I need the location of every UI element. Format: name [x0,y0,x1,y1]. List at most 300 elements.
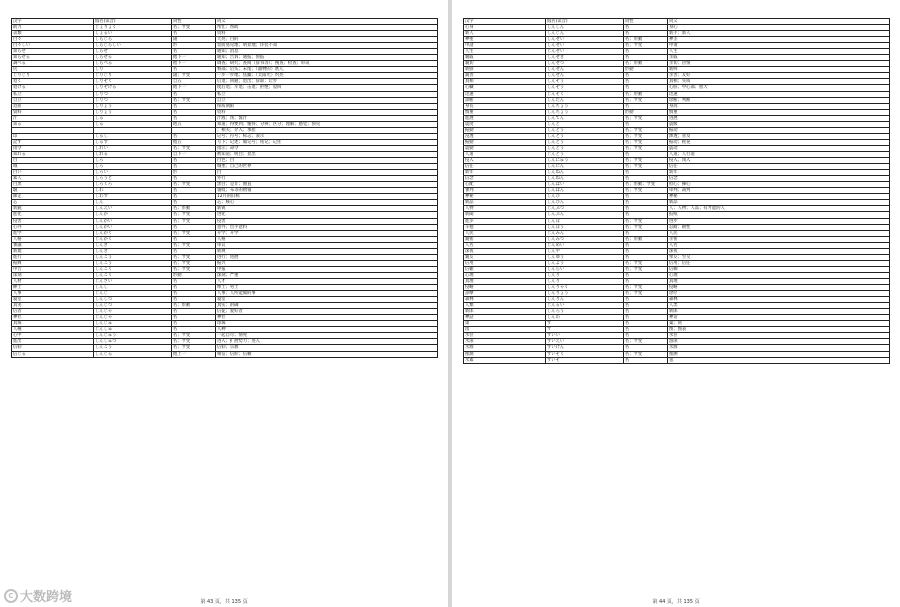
kanji-cell: 診療 [464,291,546,297]
kana-cell: しりつ [94,91,172,97]
pos-cell: 名；サ变 [624,145,668,151]
meaning-cell: 神秘 [668,194,890,200]
kana-cell: しろ [94,164,172,170]
pos-cell: 名 [172,309,216,315]
pos-cell: 名 [624,73,668,79]
pos-cell: 名 [172,188,216,194]
meaning-cell: 深夜 [668,248,890,254]
kana-cell: しんわ [546,315,624,321]
kana-cell: しるす [94,139,172,145]
meaning-cell: 神圣 [668,37,890,43]
pos-cell: 名 [172,115,216,121]
meaning-cell: 绅士；男士 [216,285,438,291]
kanji-cell: 信仰 [12,345,94,351]
kanji-cell: 新人 [464,31,546,37]
kana-cell: しわ [94,188,172,194]
kanji-cell: 侵入 [464,158,546,164]
meaning-cell: 人名 [668,242,890,248]
meaning-cell: 巢；窝 [668,321,890,327]
pos-cell: 名 [624,49,668,55]
kana-cell: しんこく [94,266,172,272]
kana-cell: しんぱい [546,182,624,188]
pos-cell: 名 [172,158,216,164]
meaning-cell: 后退；回避；退出；辞职；让步 [216,79,438,85]
kanji-cell: 信者 [12,309,94,315]
kanji-cell: 書類 [12,31,94,37]
pos-cell: 名 [172,291,216,297]
pos-cell: 名；サ变 [624,43,668,49]
header-kana: 假名(读音) [94,19,172,25]
kana-cell: しんぜん [546,73,624,79]
kana-cell: しんじる [94,351,172,357]
meaning-cell: 亲善；友好 [668,73,890,79]
kanji-cell: 振動 [464,127,546,133]
kana-cell: しりぞく [94,79,172,85]
kanji-cell: 城 [12,164,94,170]
kanji-cell: 人類 [464,303,546,309]
kanji-cell: 信任 [464,164,546,170]
kanji-cell: 白い [12,170,94,176]
kana-cell: しんせん [546,67,624,73]
kana-cell: しろ [94,158,172,164]
meaning-cell: 震级 [668,121,890,127]
pos-cell: 名；形動 [624,236,668,242]
meaning-cell: 寝室 [216,297,438,303]
pos-cell: 名 [624,194,668,200]
kanji-cell: 知る [12,121,94,127]
pos-cell: 名 [172,109,216,115]
kanji-cell: 白々 [12,37,94,43]
kana-cell: しんちょう [546,103,624,109]
kana-cell: しんどう [546,139,624,145]
kana-cell: じんるい [546,303,624,309]
kanji-cell: 迅速 [464,91,546,97]
pos-cell: 形 [172,170,216,176]
kanji-cell: 進行 [12,254,94,260]
kanji-cell: 水源 [464,345,546,351]
kanji-cell: 審議 [12,242,94,248]
kana-cell: しんぱん [546,188,624,194]
kana-cell: しんぶん [546,212,624,218]
kana-cell: しんこく [94,272,172,278]
kanji-cell: 進出 [12,339,94,345]
kanji-cell: 推測 [464,351,546,357]
pos-cell: 名 [172,200,216,206]
pos-cell: 名；サ变 [624,164,668,170]
pos-cell: 名 [624,151,668,157]
kana-cell: ず [546,327,624,333]
header-meaning: 词义 [668,19,890,25]
meaning-cell: 帮忙；帮助 [216,25,438,31]
meaning-cell: 记号；符号；标志；表示 [216,133,438,139]
pos-cell: 名；サ变 [624,260,668,266]
pos-cell: 名；サ变 [624,158,668,164]
kanji-cell: 進展 [464,115,546,121]
pos-cell: 名；サ变 [172,260,216,266]
kana-cell: しんろう [546,309,624,315]
meaning-cell: 人民 [668,230,890,236]
meaning-cell: 一起自尽；情死 [216,333,438,339]
kana-cell: じんかく [94,236,172,242]
meaning-cell: 新规 [216,248,438,254]
pos-cell: 名；サ变 [172,333,216,339]
kana-cell: じりつ [94,97,172,103]
kanji-cell: 心身 [464,25,546,31]
kanji-cell: 紳士 [12,285,94,291]
kanji-cell: 心臓 [464,85,546,91]
kanji-cell: 自立 [12,97,94,103]
kanji-cell: 私立 [12,91,94,97]
meaning-cell: 侵略 [668,285,890,291]
kana-cell: しんし [94,285,172,291]
pos-cell: 名；サ变 [172,97,216,103]
kana-cell: しんせい [546,43,624,49]
kanji-cell: 侵略 [464,285,546,291]
pos-cell: 名 [172,31,216,37]
pos-cell: 名；サ变 [624,266,668,272]
pos-cell: 名；サ变 [172,339,216,345]
pos-cell: 名；サ变 [172,25,216,31]
meaning-cell: 通知；告诉；通报；预报 [216,55,438,61]
kana-cell: しれい [94,145,172,151]
kana-cell: しんり [546,278,624,284]
kanji-cell: 信念 [464,176,546,182]
kanji-cell: 親切 [464,61,546,67]
meaning-cell: 新锐 [216,206,438,212]
pos-cell: 名 [624,333,668,339]
meaning-cell: 诊疗 [668,291,890,297]
kanji-cell: 退ける [12,85,94,91]
pos-cell: 名 [172,236,216,242]
kana-cell: じんしゅ [94,327,172,333]
meaning-cell: 侵入；闯入 [668,158,890,164]
meaning-cell: 白 [216,170,438,176]
meaning-cell: 黑白；是非；曲直 [216,182,438,188]
pos-cell: 名；サ变 [624,188,668,194]
kana-cell: しろい [94,170,172,176]
meaning-cell: 水源 [668,345,890,351]
kanji-cell: 振興 [12,260,94,266]
meaning-cell: 进步 [668,218,890,224]
kanji-cell: 新聞 [464,212,546,218]
kana-cell: じんそく [546,91,624,97]
meaning-cell: 图；图表 [668,327,890,333]
kanji-cell: 退屈 [12,103,94,109]
pos-cell: 名 [624,242,668,248]
pos-cell: 名 [624,345,668,351]
pos-cell: 名 [172,248,216,254]
kanji-cell: 新鋭 [12,206,94,212]
kana-cell: しんにん [546,164,624,170]
meaning-cell: 资料 [216,109,438,115]
meaning-cell: 真相；实质 [668,79,890,85]
kanji-cell: 信頼 [464,266,546,272]
kana-cell: すいい [546,333,624,339]
meaning-cell: 信赖 [668,266,890,272]
pos-cell: 他下一 [172,55,216,61]
meaning-cell: 城堡；自己的世界 [216,164,438,170]
meaning-cell: 新品 [668,200,890,206]
kanji-cell: 白 [12,158,94,164]
pos-cell: 名 [624,278,668,284]
header-pos: 词性 [172,19,216,25]
kanji-cell: 森林 [464,297,546,303]
meaning-cell: 被知道；明白；显出 [216,151,438,157]
pos-cell: 名；サ变 [624,339,668,345]
page-number: 第 44 页，共 135 页 [652,599,700,605]
pos-cell: 名 [624,103,668,109]
kana-cell: しんそう [546,79,624,85]
pos-cell: 名 [624,212,668,218]
meaning-cell: 调查；研究；查阅（辞书等）；搜查；检查；审讯 [216,61,438,67]
kana-cell: しんぼう [546,224,624,230]
kanji-cell: 知らせる [12,55,94,61]
kana-cell: しり [94,67,172,73]
meaning-cell: 人才 [216,278,438,284]
kanji-cell: 申告 [12,266,94,272]
kanji-cell: 印 [12,133,94,139]
kanji-cell: 知らせ [12,49,94,55]
pos-cell: 名 [624,315,668,321]
kana-cell: すいげん [546,345,624,351]
meaning-cell: 推测 [668,351,890,357]
pos-cell: 名 [624,85,668,91]
meaning-cell: 保质期限 [216,103,438,109]
kana-cell: しんねん [546,170,624,176]
pos-cell: 名；形動 [172,303,216,309]
pos-cell: 名 [624,121,668,127]
kana-cell: しんりょう [546,291,624,297]
kanji-cell: 調べる [12,61,94,67]
meaning-cell: 人种 [216,327,438,333]
meaning-cell: 新年 [668,170,890,176]
kana-cell: しんどう [546,127,624,133]
kanji-cell: 師走 [12,194,94,200]
meaning-cell: 资料 [216,31,438,37]
kana-cell: しんしゅつ [94,339,172,345]
meaning-cell: 指示；命令 [216,145,438,151]
kana-cell: じんどう [546,151,624,157]
pos-cell: 名 [172,321,216,327]
kana-cell: しんしつ [94,297,172,303]
pos-cell: 名 [172,67,216,73]
meaning-cell: 挚友；至交 [668,254,890,260]
kanji-cell: 記す [12,139,94,145]
kana-cell: しわす [94,194,172,200]
kana-cell: しろくろ [94,182,172,188]
kanji-cell: 真珠 [12,321,94,327]
pos-cell: 名；形動 [624,61,668,67]
meaning-cell: 人格 [216,236,438,242]
pos-cell: 名 [624,254,668,260]
kana-cell: しんせい [546,37,624,43]
meaning-cell: 水位 [668,333,890,339]
pos-cell: 名 [624,31,668,37]
meaning-cell: 珍珠 [216,321,438,327]
meaning-cell: 真理 [668,278,890,284]
kana-cell: しんせつ [546,61,624,67]
kanji-cell: 汁 [12,115,94,121]
pos-cell: 自五 [172,79,216,85]
kanji-cell: 進化 [12,212,94,218]
kanji-cell: 指令 [12,145,94,151]
kana-cell: しんじゅう [94,333,172,339]
kana-cell: しる [94,121,172,127]
meaning-cell: 人类 [668,303,890,309]
page-number: 第 43 页，共 135 页 [200,599,248,605]
meaning-cell: 心脏；中心部；胆大 [668,85,890,91]
pos-cell: 名；形動 [624,37,668,43]
pos-cell: 名 [172,91,216,97]
kana-cell: しんとう [546,133,624,139]
kanji-cell: 資料 [12,109,94,115]
pos-cell: 形動 [624,109,668,115]
kanji-cell: 人物 [464,206,546,212]
header-kanji: 汉字 [12,19,94,25]
kana-cell: すいそく [546,351,624,357]
meaning-cell: 人事；人所能做的事 [216,291,438,297]
kanji-cell: 寝室 [12,297,94,303]
kanji-cell: 心配 [464,182,546,188]
kanji-cell: 審判 [464,188,546,194]
kanji-cell: 進歩 [464,218,546,224]
pos-cell: 名；サ变 [624,115,668,121]
pos-cell: 他下一 [172,85,216,91]
document-page-left [0,0,448,607]
kana-cell: じりじり [94,73,172,79]
kana-cell: しんぴ [546,194,624,200]
header-pos: 词性 [624,19,668,25]
meaning-cell: 12月的旧称 [216,194,438,200]
pos-cell: 他五 [172,139,216,145]
kanji-cell: 新規 [12,248,94,254]
meaning-cell: 忍耐；耐性 [668,224,890,230]
pos-cell: 名 [172,176,216,182]
meaning-cell: 深刻；严重 [216,272,438,278]
kanji-cell: 図 [464,327,546,333]
kanji-cell: 人道 [464,151,546,157]
kana-cell: しんじゅ [94,321,172,327]
kanji-cell: 人種 [12,327,94,333]
kana-cell: しんねん [546,176,624,182]
pos-cell: 名；サ变 [172,266,216,272]
meaning-cell: 相信；信仰；信赖 [216,351,438,357]
kana-cell: しんみつ [546,236,624,242]
kanji-cell: 親友 [464,254,546,260]
watermark-text: 大数跨境 [20,590,73,605]
meaning-cell: 新手；新人 [668,31,890,37]
meaning-cell: 人道；人行道 [668,151,890,157]
meaning-cell: 神社 [216,315,438,321]
kanji-cell: 人格 [12,236,94,242]
meaning-cell: 臀部；后头；末尾；（器物的）底儿 [216,67,438,73]
kanji-cell: 人名 [464,242,546,248]
kana-cell: しんぞう [546,85,624,91]
meaning-cell: 迅速 [668,91,890,97]
kanji-cell: 芯 [12,200,94,206]
kanji-cell: 申請 [464,43,546,49]
pos-cell: 名 [172,194,216,200]
kanji-cell: 振動 [464,139,546,145]
header-kanji: 汉字 [464,19,546,25]
meaning-cell: 身高 [668,103,890,109]
header-kana: 假名(读音) [546,19,624,25]
pos-cell: 名；サ变 [172,230,216,236]
kana-cell: しんじゃ [94,309,172,315]
kana-cell: しらせる [94,55,172,61]
pos-cell: 名 [172,327,216,333]
header-meaning: 词义 [216,19,438,25]
pos-cell: 名 [172,103,216,109]
kanji-cell: 水泳 [464,339,546,345]
meaning-cell: 心理 [668,272,890,278]
meaning-cell: 新鲜 [668,67,890,73]
kanji-cell: 浸透 [464,133,546,139]
kana-cell: しんせき [546,55,624,61]
kana-cell: しんじん [546,31,624,37]
meaning-cell: 信用；信任 [668,260,890,266]
meaning-cell: 报纸 [668,212,890,218]
kanji-cell: 深刻 [12,272,94,278]
kanji-cell: 神聖 [464,37,546,43]
kana-cell: しらせ [94,49,172,55]
pos-cell: 名 [624,309,668,315]
kana-cell: しりぞける [94,85,172,91]
kana-cell: しりょう [94,103,172,109]
kanji-cell: 侵害 [12,218,94,224]
kana-cell: しんり [546,272,624,278]
pos-cell: 名 [624,25,668,31]
pos-cell: 名；サ变 [624,127,668,133]
meaning-cell: 知道；得要到；懂得；分辨；区分；理解；感觉；预见 [216,121,438,127]
vocab-rows-left [12,25,438,358]
kana-cell: しらじらしい [94,43,172,49]
kana-cell: しろうと [94,176,172,182]
kanji-cell: 人事 [12,291,94,297]
pos-cell: 名 [624,170,668,176]
pos-cell: 名；形動；サ变 [624,182,668,188]
pos-cell: 名 [624,321,668,327]
kana-cell: しんよう [546,260,624,266]
kanji-cell: 身長 [464,103,546,109]
pos-cell: 副 [172,37,216,43]
meaning-cell: 进化 [216,212,438,218]
pos-cell: 名；サ变 [624,351,668,357]
pos-cell: 名；サ变 [172,242,216,248]
kana-cell: しるし [94,133,172,139]
pos-cell: 名 [172,297,216,303]
kana-cell: じんせい [546,49,624,55]
meaning-cell: 振动 [668,127,890,133]
kanji-cell: 神社 [12,315,94,321]
pos-cell: 名 [624,176,668,182]
kanji-cell: 人生 [464,49,546,55]
kana-cell: じんめい [546,242,624,248]
document-page-right [452,0,900,607]
kana-cell: しんだん [546,97,624,103]
pos-cell: 他五 [172,121,216,127]
kanji-cell: 心外 [12,224,94,230]
meaning-cell: 外行 [216,176,438,182]
kana-cell: しらじら [94,37,172,43]
kanji-cell: 震度 [464,121,546,127]
kana-cell: じょりょく [94,25,172,31]
pos-cell: 名 [172,224,216,230]
pos-cell: 形動 [172,272,216,278]
meaning-cell: 侵害 [216,218,438,224]
vocab-table-right [463,18,890,364]
meaning-cell: 诊断；判断 [668,97,890,103]
